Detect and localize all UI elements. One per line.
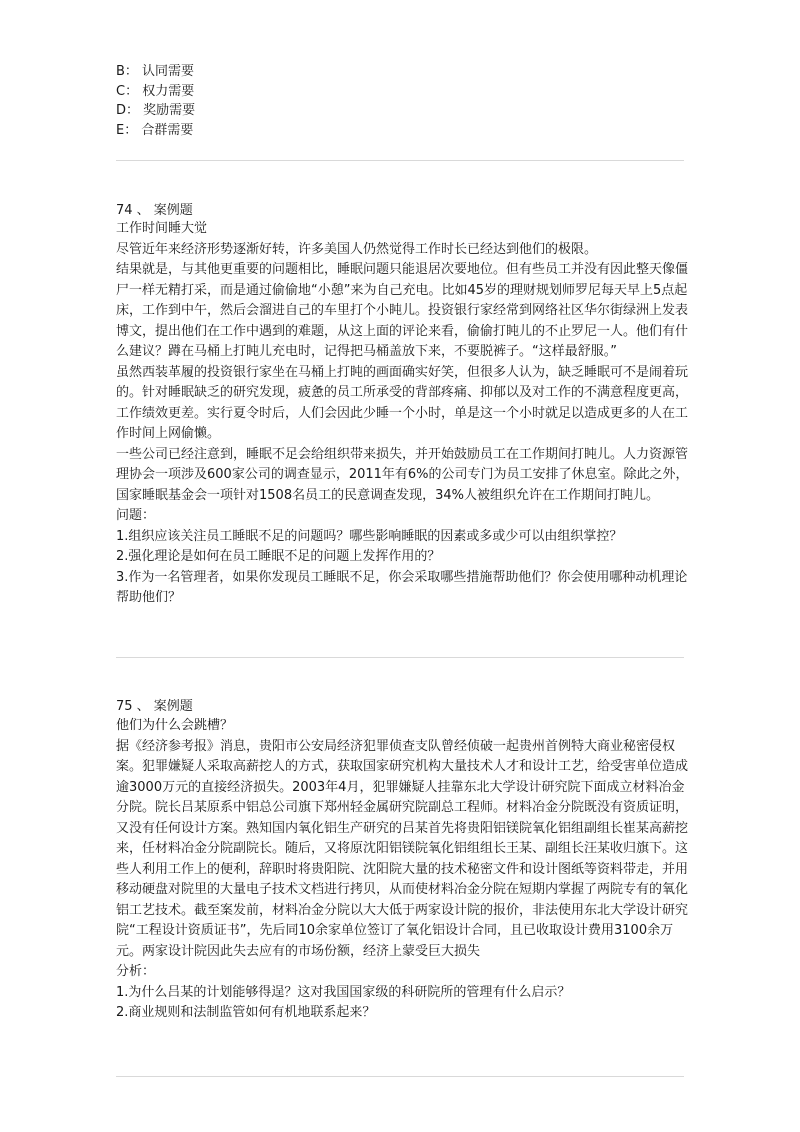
paragraph: 尽管近年来经济形势逐渐好转，许多美国人仍然觉得工作时长已经达到他们的极限。 bbox=[116, 241, 598, 257]
question-item: 1.为什么吕某的计划能够得逞？这对我国国家级的科研院所的管理有什么启示？ bbox=[116, 984, 571, 1000]
paragraph: 结果就是，与其他更重要的问题相比，睡眠问题只能退居次要地位。但有些员工并没有因此整天像僵尸一样无精打采，而是通过偷偷地“小憩”来为自己充电。比如45岁的理财规划师罗尼每天早上5点起床，工作到中午，然后会溜进自己的车里打个小盹儿。投资银行家经常到网络社区华尔街绿洲上发表博文，提出他们在工作中遇到的难题，从这上面的评论来看，偷偷打盹儿的不止罗尼一人。他们有什么建议？蹲在马桶上打盹儿充电时，记得把马桶盖放下来，不要脱裤子。“这样最舒服。” bbox=[116, 262, 689, 359]
paragraph: 虽然西装革履的投资银行家坐在马桶上打盹的画面确实好笑，但很多人认为，缺乏睡眠可不是闹着玩的。针对睡眠缺乏的研究发现，疲惫的员工所承受的背部疼痛、抑郁以及对工作的不满意程度更高，工作绩效更差。实行夏令时后，人们会因此少睡一个小时，单是这一个小时就足以造成更多的人在工作时间上网偷懒。 bbox=[116, 364, 689, 441]
question-74-title: 工作时间睡大觉 bbox=[116, 221, 208, 236]
paragraph: 一些公司已经注意到，睡眠不足会给组织带来损失，并开始鼓励员工在工作期间打盹儿。人力资源管理协会一项涉及600家公司的调查显示，2011年有6%的公司专门为员工安排了休息室。除此之外，国家睡眠基金会一项针对1508名员工的民意调查发现，34%人被组织允许在工作期间打盹儿。 bbox=[116, 446, 689, 503]
question-75-header: 75 、 案例题 bbox=[116, 699, 193, 714]
question-item: 2.强化理论是如何在员工睡眠不足的问题上发挥作用的？ bbox=[116, 549, 441, 564]
question-item: 3.作为一名管理者，如果你发现员工睡眠不足，你会采取哪些措施帮助他们？你会使用哪种动机理论帮助他们？ bbox=[116, 569, 688, 605]
question-item: 2.商业规则和法制监管如何有机地联系起来？ bbox=[116, 1005, 376, 1020]
option-d: D： 奖励需要 bbox=[116, 103, 196, 118]
question-74-body bbox=[116, 219, 690, 609]
section-divider bbox=[116, 1076, 684, 1077]
questions-label: 问题： bbox=[116, 508, 156, 523]
option-c: C： 权力需要 bbox=[116, 83, 195, 99]
section-divider bbox=[116, 657, 684, 658]
paragraph: 据《经济参考报》消息，贵阳市公安局经济犯罪侦查支队曾经侦破一起贵州首例特大商业秘密侵权案。犯罪嫌疑人采取高薪挖人的方式，获取国家研究机构大量技术人才和设计工艺，给受害单位造成逾3000万元的直接经济损失。2003年4月，犯罪嫌疑人挂靠东北大学设计研究院下面成立材料冶金分院。院长吕某原系中铝总公司旗下郑州轻金属研究院副总工程师。材料冶金分院既没有资质证明，又没有任何设计方案。熟知国内氧化铝生产研究的吕某首先将贵阳铝镁院氧化铝组副组长崔某高薪挖来，任材料冶金分院副院长。随后，又将原沈阳铝镁院氧化铝组组长王某、副组长汪某收归旗下。这些人利用工作上的便利，辞职时将贵阳院、沈阳院大量的技术秘密文件和设计图纸等资料带走，并用移动硬盘对院里的大量电子技术文档进行拷贝，从而使材料冶金分院在短期内掌握了两院专有的氧化铝工艺技术。截至案发前，材料冶金分院以大大低于两家设计院的报价，非法使用东北大学设计研究院“工程设计资质证书”，先后同10余家单位签订了氧化铝设计合同，且已收取设计费用3100余万元。两家设计院因此失去应有的市场份额，经济上蒙受巨大损失 bbox=[116, 738, 689, 959]
question-item: 1.组织应该关注员工睡眠不足的问题吗？哪些影响睡眠的因素或多或少可以由组织掌控？ bbox=[116, 528, 623, 544]
section-divider bbox=[116, 160, 684, 161]
question-75-body bbox=[116, 716, 690, 1024]
question-74-header: 74 、 案例题 bbox=[116, 203, 193, 218]
option-b: B： 认同需要 bbox=[116, 64, 195, 79]
analysis-label: 分析： bbox=[116, 964, 156, 979]
question-75-title: 他们为什么会跳槽？ bbox=[116, 718, 234, 733]
answer-options bbox=[116, 62, 195, 140]
option-e: E： 合群需要 bbox=[116, 122, 194, 138]
